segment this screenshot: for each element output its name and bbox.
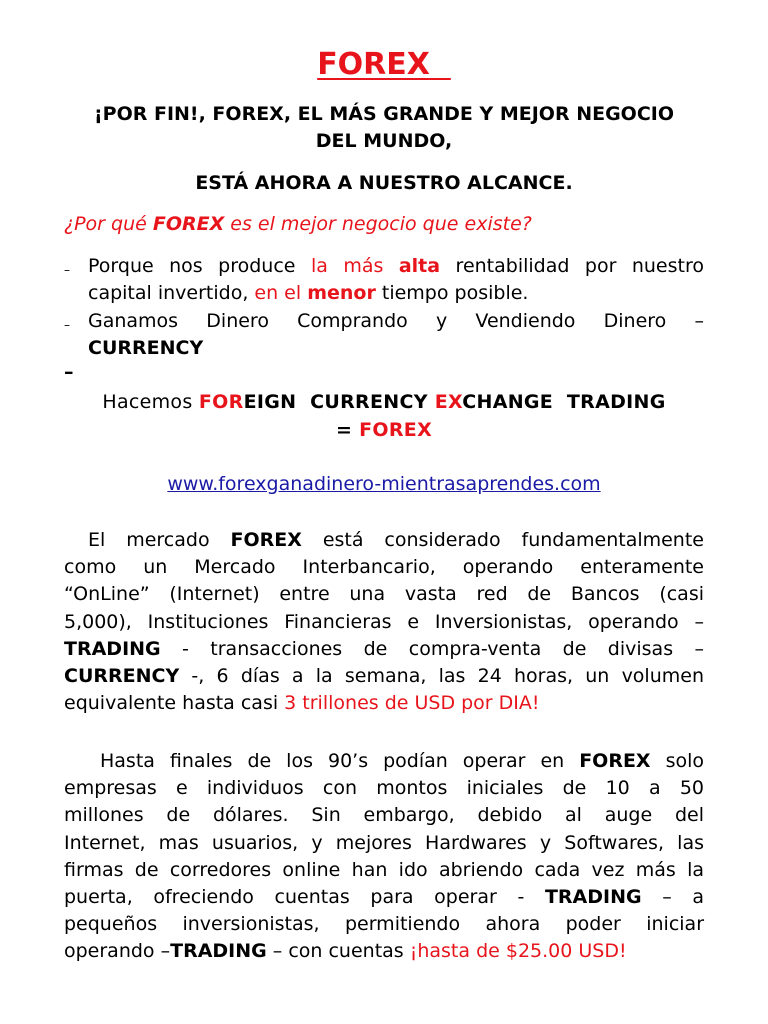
paragraph-forex-market: El mercado FOREX está considerado fundamentalmente como un Mercado Interbancario, operando enteramente “OnLine” (Internet) entre una vasta red de Bancos (casi 5,000), Instituciones Financieras e Inversionistas, operando – TRADING - transacciones de compra-venta de divisas – CURRENCY -, 6 días a la semana, las 24 horas, un volumen equivalente hasta casi 3 trillones de USD por DIA! (64, 529, 704, 715)
headline-line-1: ¡POR FIN!, FOREX, EL MÁS GRANDE Y MEJOR NEGOCIO (94, 103, 674, 125)
title-text: FOREX (317, 47, 430, 82)
headline-line-3: ESTÁ AHORA A NUESTRO ALCANCE. (195, 172, 573, 194)
trading-line-2: = FOREX (335, 419, 433, 441)
question-heading: ¿Por qué FOREX es el mejor negocio que existe? (64, 213, 532, 235)
bullet-1-line-1: Porque nos produce la más alta rentabilidad por nuestro (88, 255, 704, 277)
trading-line-1: Hacemos FOREIGN CURRENCY EXCHANGE TRADING (102, 391, 666, 413)
bullet-item-1 (64, 253, 704, 309)
bullet-dash: – (64, 263, 70, 277)
bullet-dash: – (64, 318, 70, 332)
bullet-2-line-2: CURRENCY (88, 337, 204, 359)
headline-line-2: DEL MUNDO, (315, 130, 453, 152)
paragraph-forex-history: Hasta finales de los 90’s podían operar en FOREX solo empresas e individuos con montos iniciales de 10 a 50 millones de dólares. Sin embargo, debido al auge del Internet, mas usuarios, y mejores Hardwares y Softwares, las firmas de corredores online han ido abriendo cada vez más la puerta, ofreciendo cuentas para operar - TRADING – a pequeños inversionistas, permitiendo ahora poder iniciar operando –TRADING – con cuentas ¡hasta de $25.00 USD! (64, 750, 705, 963)
lone-dash: – (64, 361, 74, 383)
bullet-item-2 (64, 308, 704, 364)
bullet-2-line-1: Ganamos Dinero Comprando y Vendiendo Dinero – (88, 310, 704, 332)
bullet-1-line-2: capital invertido, en el menor tiempo posible. (88, 282, 529, 304)
page-title (0, 46, 768, 84)
website-link[interactable]: www.forexganadinero-mientrasaprendes.com (167, 473, 601, 495)
